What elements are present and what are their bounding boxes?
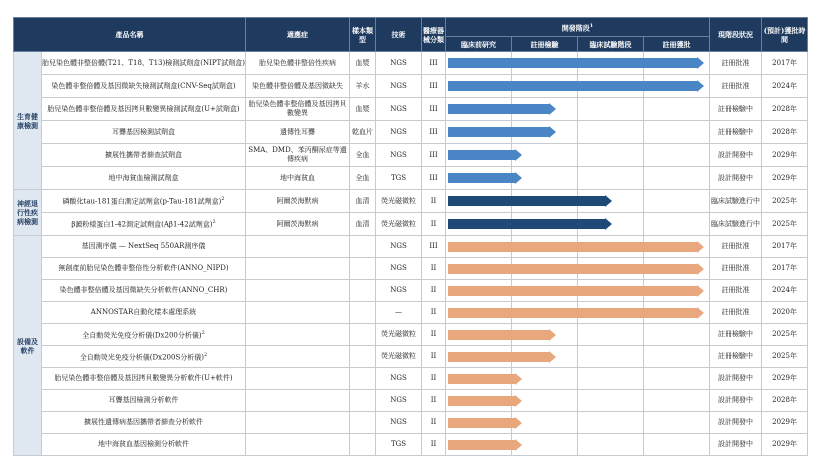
device-class: II bbox=[422, 346, 446, 368]
approval-time: 2017年 bbox=[762, 52, 808, 75]
device-class: II bbox=[422, 390, 446, 412]
indication bbox=[246, 324, 350, 346]
stage-cell bbox=[578, 390, 644, 412]
current-status: 設計開發中 bbox=[710, 390, 762, 412]
stage-cell bbox=[644, 190, 710, 213]
table-row bbox=[14, 280, 808, 302]
stage-cell bbox=[578, 236, 644, 258]
stage-cell bbox=[578, 280, 644, 302]
current-status: 註冊檢驗中 bbox=[710, 121, 762, 144]
header-dev-stage: 開發階段$^1$ bbox=[446, 18, 710, 37]
table-row bbox=[14, 213, 808, 236]
product-name bbox=[42, 52, 246, 75]
stage-cell bbox=[446, 434, 512, 456]
product-name bbox=[42, 434, 246, 456]
indication: 胎兒染色體非整倍性疾病 bbox=[246, 52, 350, 75]
product-name-text: 地中海貧血檢測試劑盒 bbox=[108, 173, 179, 182]
sample-type: 血漿 bbox=[350, 98, 376, 121]
stage-cell bbox=[446, 52, 512, 75]
stage-cell bbox=[512, 236, 578, 258]
stage-cell bbox=[578, 368, 644, 390]
technology: NGS bbox=[376, 412, 422, 434]
technology: NGS bbox=[376, 390, 422, 412]
technology: 熒光磁微粒 bbox=[376, 190, 422, 213]
device-class: II bbox=[422, 434, 446, 456]
product-name-text: β澱粉樣蛋白1-42測定試劑盒(Aβ1-42試劑盒) bbox=[71, 220, 213, 229]
stage-cell bbox=[512, 213, 578, 236]
table-row bbox=[14, 368, 808, 390]
stage-cell bbox=[446, 258, 512, 280]
product-name bbox=[42, 75, 246, 98]
stage-cell bbox=[644, 236, 710, 258]
approval-time: 2025年 bbox=[762, 324, 808, 346]
stage-cell bbox=[512, 144, 578, 167]
stage-cell bbox=[578, 144, 644, 167]
stage-cell bbox=[644, 302, 710, 324]
table-row bbox=[14, 167, 808, 190]
stage-cell bbox=[512, 412, 578, 434]
product-name-text: 染色體非整倍體及基因微缺失檢測試劑盒(CNV-Seq試劑盒) bbox=[51, 81, 236, 90]
product-name bbox=[42, 368, 246, 390]
product-name bbox=[42, 302, 246, 324]
technology: NGS bbox=[376, 98, 422, 121]
device-class: III bbox=[422, 121, 446, 144]
footnote-marker: 2 bbox=[212, 219, 216, 226]
product-name-text: ANNOSTAR自動化樣本處理系統 bbox=[90, 308, 197, 316]
stage-cell bbox=[512, 390, 578, 412]
stage-cell bbox=[644, 368, 710, 390]
approval-time: 2025年 bbox=[762, 190, 808, 213]
indication bbox=[246, 390, 350, 412]
stage-cell bbox=[446, 236, 512, 258]
indication bbox=[246, 236, 350, 258]
approval-time: 2029年 bbox=[762, 167, 808, 190]
current-status: 註冊檢驗中 bbox=[710, 346, 762, 368]
sample-type bbox=[350, 324, 376, 346]
product-name-text: 全自動熒光免疫分析儀(Dx200分析儀) bbox=[82, 331, 202, 340]
technology: 熒光磁微粒 bbox=[376, 324, 422, 346]
technology: 熒光磁微粒 bbox=[376, 213, 422, 236]
indication bbox=[246, 280, 350, 302]
stage-cell bbox=[578, 121, 644, 144]
header-sample-type: 樣本類型 bbox=[350, 18, 376, 52]
indication: 胎兒染色體非整倍體及基因拷貝數變異 bbox=[246, 98, 350, 121]
device-class: II bbox=[422, 190, 446, 213]
stage-cell bbox=[644, 434, 710, 456]
footnote-marker: 2 bbox=[204, 351, 208, 358]
stage-cell bbox=[446, 190, 512, 213]
category-label-neuro: 神經退行性疾病檢測 bbox=[14, 190, 42, 236]
technology: NGS bbox=[376, 368, 422, 390]
stage-cell bbox=[578, 302, 644, 324]
device-class: II bbox=[422, 213, 446, 236]
stage-cell bbox=[446, 98, 512, 121]
header-stage-clinical-trial: 臨床試驗階段 bbox=[578, 37, 644, 52]
product-name bbox=[42, 167, 246, 190]
indication bbox=[246, 368, 350, 390]
sample-type bbox=[350, 390, 376, 412]
stage-cell bbox=[512, 368, 578, 390]
device-class: II bbox=[422, 324, 446, 346]
approval-time: 2024年 bbox=[762, 75, 808, 98]
stage-cell bbox=[578, 412, 644, 434]
header-current-status: 現階段狀況 bbox=[710, 18, 762, 52]
product-name-text: 擴展性攜帶者篩查試劑盒 bbox=[105, 150, 182, 159]
sample-type bbox=[350, 368, 376, 390]
table-row bbox=[14, 144, 808, 167]
table-row bbox=[14, 52, 808, 75]
product-name-text: 胎兒染色體非整倍體(T21、T18、T13)檢測試劑盒(NIPT試劑盒) bbox=[42, 58, 245, 67]
table-row bbox=[14, 190, 808, 213]
sample-type: 全血 bbox=[350, 144, 376, 167]
sample-type bbox=[350, 280, 376, 302]
table-row bbox=[14, 236, 808, 258]
product-name-text: 耳聾基因檢測試劑盒 bbox=[112, 127, 175, 136]
stage-cell bbox=[644, 390, 710, 412]
sample-type: 血清 bbox=[350, 213, 376, 236]
indication bbox=[246, 346, 350, 368]
current-status: 註冊批准 bbox=[710, 280, 762, 302]
sample-type: 羊水 bbox=[350, 75, 376, 98]
stage-cell bbox=[512, 302, 578, 324]
stage-cell bbox=[644, 121, 710, 144]
current-status: 設計開發中 bbox=[710, 434, 762, 456]
approval-time: 2017年 bbox=[762, 236, 808, 258]
footnote-marker: 2 bbox=[201, 329, 205, 336]
stage-cell bbox=[446, 144, 512, 167]
stage-cell bbox=[578, 346, 644, 368]
stage-cell bbox=[446, 412, 512, 434]
header-device-class: 醫療器械分類 bbox=[422, 18, 446, 52]
stage-cell bbox=[644, 98, 710, 121]
current-status: 註冊批准 bbox=[710, 75, 762, 98]
approval-time: 2017年 bbox=[762, 258, 808, 280]
stage-cell bbox=[512, 98, 578, 121]
product-name bbox=[42, 390, 246, 412]
stage-cell bbox=[512, 52, 578, 75]
product-name bbox=[42, 144, 246, 167]
sample-type: 乾血片 bbox=[350, 121, 376, 144]
stage-cell bbox=[446, 213, 512, 236]
stage-cell bbox=[644, 167, 710, 190]
table-row bbox=[14, 121, 808, 144]
indication: 阿爾茨海默病 bbox=[246, 190, 350, 213]
current-status: 註冊檢驗中 bbox=[710, 324, 762, 346]
header-product-name: 產品名稱 bbox=[14, 18, 246, 52]
approval-time: 2025年 bbox=[762, 346, 808, 368]
approval-time: 2028年 bbox=[762, 98, 808, 121]
stage-cell bbox=[578, 434, 644, 456]
table-row bbox=[14, 434, 808, 456]
device-class: III bbox=[422, 236, 446, 258]
sample-type bbox=[350, 302, 376, 324]
device-class: II bbox=[422, 280, 446, 302]
header-indication: 適應症 bbox=[246, 18, 350, 52]
device-class: II bbox=[422, 302, 446, 324]
approval-time: 2029年 bbox=[762, 368, 808, 390]
current-status: 註冊檢驗中 bbox=[710, 98, 762, 121]
stage-cell bbox=[512, 258, 578, 280]
stage-cell bbox=[446, 324, 512, 346]
device-class: III bbox=[422, 98, 446, 121]
indication bbox=[246, 434, 350, 456]
stage-cell bbox=[578, 75, 644, 98]
product-name-text: 基因測序儀 — NextSeq 550AR測序儀 bbox=[81, 242, 206, 250]
product-name-text: 擴展性遺傳病基因攜帶者篩查分析軟件 bbox=[84, 418, 203, 426]
indication: 地中海貧血 bbox=[246, 167, 350, 190]
stage-cell bbox=[644, 258, 710, 280]
product-name-text: 染色體非整倍體及基因微缺失分析軟件(ANNO_CHR) bbox=[59, 286, 228, 294]
sample-type bbox=[350, 236, 376, 258]
stage-cell bbox=[446, 75, 512, 98]
approval-time: 2029年 bbox=[762, 144, 808, 167]
stage-cell bbox=[446, 167, 512, 190]
category-label-genetic: 生育健康檢測 bbox=[14, 52, 42, 190]
current-status: 註冊批准 bbox=[710, 258, 762, 280]
device-class: II bbox=[422, 412, 446, 434]
stage-cell bbox=[644, 52, 710, 75]
product-name-text: 磷酸化tau-181蛋白測定試劑盒(p-Tau-181試劑盒) bbox=[62, 197, 222, 206]
product-name-text: 耳聾基因檢測分析軟件 bbox=[108, 396, 179, 404]
indication bbox=[246, 302, 350, 324]
header-approval-time: (預計)獲批時間 bbox=[762, 18, 808, 52]
current-status: 註冊批准 bbox=[710, 236, 762, 258]
stage-cell bbox=[578, 167, 644, 190]
product-name-text: 胎兒染色體非整倍體及基因拷貝數變異檢測試劑盒(U+試劑盒) bbox=[47, 104, 240, 113]
approval-time: 2028年 bbox=[762, 390, 808, 412]
pipeline-table bbox=[13, 17, 808, 456]
table-row bbox=[14, 258, 808, 280]
approval-time: 2020年 bbox=[762, 302, 808, 324]
indication: 遺傳性耳聾 bbox=[246, 121, 350, 144]
current-status: 設計開發中 bbox=[710, 412, 762, 434]
stage-cell bbox=[446, 390, 512, 412]
sample-type bbox=[350, 346, 376, 368]
technology: NGS bbox=[376, 52, 422, 75]
device-class: II bbox=[422, 258, 446, 280]
stage-cell bbox=[512, 280, 578, 302]
technology: NGS bbox=[376, 75, 422, 98]
technology: NGS bbox=[376, 121, 422, 144]
current-status: 註冊批准 bbox=[710, 302, 762, 324]
sample-type bbox=[350, 258, 376, 280]
technology: 熒光磁微粒 bbox=[376, 346, 422, 368]
product-name bbox=[42, 346, 246, 368]
product-name-text: 地中海貧血基因檢測分析軟件 bbox=[98, 440, 189, 448]
table-row bbox=[14, 75, 808, 98]
sample-type bbox=[350, 434, 376, 456]
stage-cell bbox=[644, 75, 710, 98]
product-name bbox=[42, 121, 246, 144]
stage-cell bbox=[512, 324, 578, 346]
product-name bbox=[42, 412, 246, 434]
sample-type bbox=[350, 412, 376, 434]
technology: NGS bbox=[376, 236, 422, 258]
table-row bbox=[14, 412, 808, 434]
current-status: 設計開發中 bbox=[710, 167, 762, 190]
table-row bbox=[14, 324, 808, 346]
header-stage-registration-test: 註冊檢驗 bbox=[512, 37, 578, 52]
technology: NGS bbox=[376, 144, 422, 167]
current-status: 設計開發中 bbox=[710, 368, 762, 390]
device-class: III bbox=[422, 75, 446, 98]
stage-cell bbox=[578, 98, 644, 121]
footnote-marker: 2 bbox=[221, 196, 225, 203]
header-stage-approved: 註冊獲批 bbox=[644, 37, 710, 52]
approval-time: 2025年 bbox=[762, 213, 808, 236]
product-name bbox=[42, 213, 246, 236]
stage-cell bbox=[446, 346, 512, 368]
indication bbox=[246, 258, 350, 280]
stage-cell bbox=[446, 121, 512, 144]
sample-type: 血清 bbox=[350, 190, 376, 213]
current-status: 設計開發中 bbox=[710, 144, 762, 167]
table-row bbox=[14, 390, 808, 412]
technology: TGS bbox=[376, 434, 422, 456]
approval-time: 2029年 bbox=[762, 412, 808, 434]
current-status: 臨床試驗進行中 bbox=[710, 190, 762, 213]
table-row bbox=[14, 346, 808, 368]
stage-cell bbox=[644, 144, 710, 167]
product-name bbox=[42, 280, 246, 302]
header-stage-preclinical: 臨床前研究 bbox=[446, 37, 512, 52]
device-class: III bbox=[422, 144, 446, 167]
stage-cell bbox=[512, 434, 578, 456]
sample-type: 血漿 bbox=[350, 52, 376, 75]
stage-cell bbox=[446, 302, 512, 324]
product-name bbox=[42, 236, 246, 258]
stage-cell bbox=[644, 280, 710, 302]
device-class: III bbox=[422, 167, 446, 190]
product-name-text: 胎兒染色體非整倍體及基因拷貝數變異分析軟件(U+軟件) bbox=[54, 374, 233, 382]
technology: NGS bbox=[376, 258, 422, 280]
category-label-equip: 設備及軟件 bbox=[14, 236, 42, 456]
stage-cell bbox=[644, 213, 710, 236]
header-technology: 技術 bbox=[376, 18, 422, 52]
table-row bbox=[14, 302, 808, 324]
technology: — bbox=[376, 302, 422, 324]
stage-cell bbox=[512, 75, 578, 98]
stage-cell bbox=[512, 121, 578, 144]
stage-cell bbox=[644, 324, 710, 346]
product-name bbox=[42, 258, 246, 280]
stage-cell bbox=[578, 258, 644, 280]
indication bbox=[246, 412, 350, 434]
product-name bbox=[42, 324, 246, 346]
table-row bbox=[14, 98, 808, 121]
device-class: III bbox=[422, 52, 446, 75]
indication: 阿爾茨海默病 bbox=[246, 213, 350, 236]
indication: 染色體非整倍體及基因微缺失 bbox=[246, 75, 350, 98]
stage-cell bbox=[578, 190, 644, 213]
approval-time: 2029年 bbox=[762, 434, 808, 456]
sample-type: 全血 bbox=[350, 167, 376, 190]
stage-cell bbox=[446, 280, 512, 302]
stage-cell bbox=[644, 412, 710, 434]
stage-cell bbox=[446, 368, 512, 390]
stage-cell bbox=[578, 52, 644, 75]
approval-time: 2028年 bbox=[762, 121, 808, 144]
product-name-text: 無創產前胎兒染色體非整倍性分析軟件(ANNO_NIPD) bbox=[58, 264, 229, 272]
stage-cell bbox=[512, 167, 578, 190]
stage-cell bbox=[512, 346, 578, 368]
stage-cell bbox=[578, 324, 644, 346]
technology: NGS bbox=[376, 280, 422, 302]
product-name-text: 全自動熒光免疫分析儀(Dx200S分析儀) bbox=[79, 353, 204, 362]
technology: TGS bbox=[376, 167, 422, 190]
stage-cell bbox=[578, 213, 644, 236]
current-status: 註冊批准 bbox=[710, 52, 762, 75]
approval-time: 2024年 bbox=[762, 280, 808, 302]
indication: SMA、DMD、苯丙酮尿症等遺傳疾病 bbox=[246, 144, 350, 167]
current-status: 臨床試驗進行中 bbox=[710, 213, 762, 236]
stage-cell bbox=[644, 346, 710, 368]
product-name bbox=[42, 98, 246, 121]
stage-cell bbox=[512, 190, 578, 213]
device-class: II bbox=[422, 368, 446, 390]
product-name bbox=[42, 190, 246, 213]
